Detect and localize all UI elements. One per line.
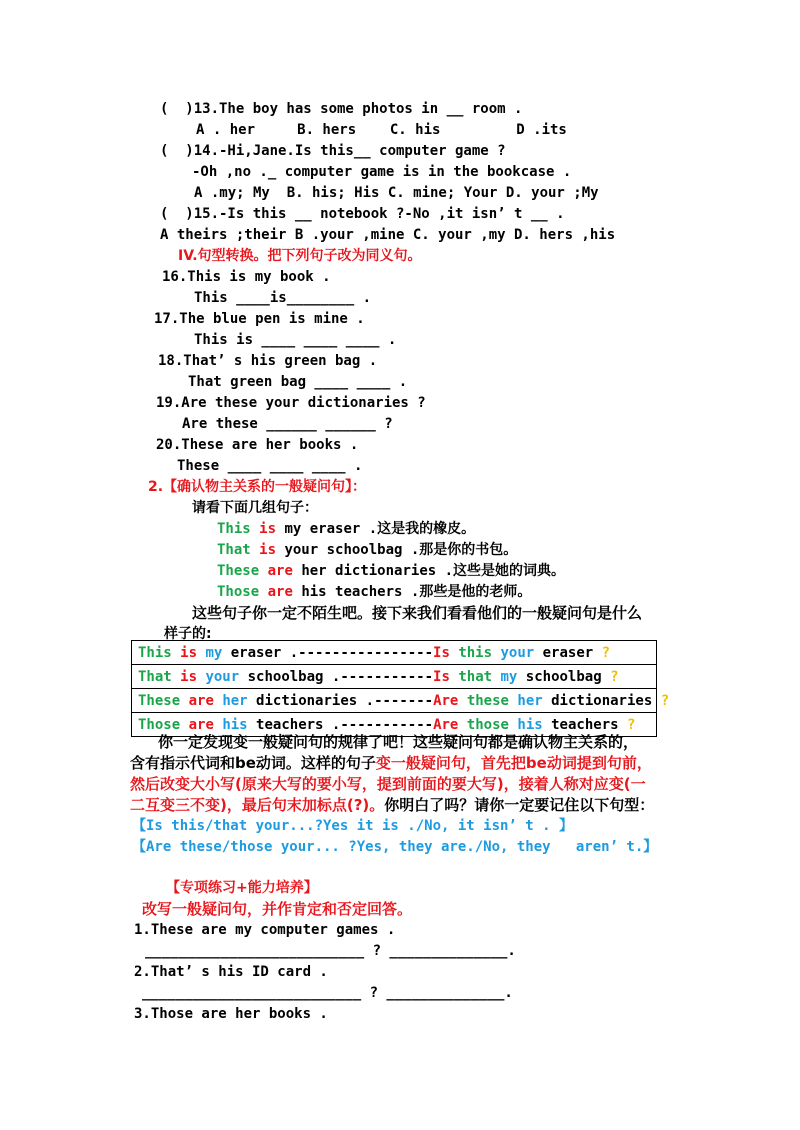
item-16-answer: This ____is________ .: [194, 290, 372, 306]
question-14-options: A .my; My B. his; His C. mine; Your D. your ;My: [194, 185, 599, 201]
pattern-1: 【Is this/that your...?Yes it is ./No, it isn’ t . 】: [132, 818, 574, 834]
practice-q2-blanks: __________________________ ? ______________.: [142, 985, 513, 1001]
comparison-table: [131, 640, 670, 737]
section-2-heading: 2.【确认物主关系的一般疑问句】：: [148, 479, 367, 495]
item-20-question: 20.These are her books .: [156, 437, 359, 453]
section-4-heading: IV.句型转换。把下列句子改为同义句。: [178, 248, 422, 264]
question-13-options: A . her B. hers C. his D .its: [196, 122, 567, 138]
question-14-line2: -Oh ,no ._ computer game is in the bookcase .: [192, 164, 572, 180]
table-row: These are her dictionaries .-------Are these her dictionaries ?: [132, 689, 656, 713]
item-19-question: 19.Are these your dictionaries ?: [156, 395, 426, 411]
item-20-answer: These ____ ____ ____ .: [177, 458, 363, 474]
item-17-question: 17.The blue pen is mine .: [154, 311, 365, 327]
practice-q1-blanks: __________________________ ? ______________.: [145, 943, 516, 959]
rule-line-1: 你一定发现变一般疑问句的规律了吧！这些疑问句都是确认物主关系的，: [158, 733, 639, 751]
table-row: This is my eraser .----------------Is this your eraser ?: [132, 641, 656, 665]
question-13: ( )13.The boy has some photos in __ room .: [160, 101, 523, 117]
example-2: That is your schoolbag .那是你的书包。: [217, 542, 518, 558]
para-1-line-1: 这些句子你一定不陌生吧。接下来我们看看他们的一般疑问句是什么: [192, 604, 643, 622]
pattern-2: 【Are these/those your... ?Yes, they are./No, they aren’ t.】: [132, 839, 658, 855]
practice-q3: 3.Those are her books .: [134, 1006, 328, 1022]
example-3: These are her dictionaries .这些是她的词典。: [217, 563, 566, 579]
example-1: This is my eraser .这是我的橡皮。: [217, 521, 476, 537]
table-row: That is your schoolbag .-----------Is that my schoolbag ?: [132, 665, 656, 689]
rule-line-4: 二互变三不变)，最后句末加标点(?)。你明白了吗？请你一定要记住以下句型：: [130, 796, 655, 814]
practice-instruction: 改写一般疑问句，并作肯定和否定回答。: [142, 900, 413, 918]
question-15: ( )15.-Is this __ notebook ?-No ,it isn’ t __ .: [160, 206, 565, 222]
practice-heading: 【专项练习+能力培养】: [166, 880, 318, 896]
rule-line-3: 然后改变大小写(原来大写的要小写，提到前面的要大写)，接着人称对应变(一: [130, 775, 646, 793]
rule-line-2: 含有指示代词和be动词。这样的句子变一般疑问句，首先把be动词提到句前，: [130, 754, 652, 772]
table-row: Those are his teachers .-----------Are those his teachers ?: [138, 717, 636, 733]
item-17-answer: This is ____ ____ ____ .: [194, 332, 397, 348]
question-15-options: A theirs ;their B .your ,mine C. your ,my D. hers ,his: [160, 227, 616, 243]
item-18-question: 18.That’ s his green bag .: [158, 353, 378, 369]
example-4: Those are his teachers .那些是他的老师。: [217, 584, 532, 600]
practice-q2: 2.That’ s his ID card .: [134, 964, 328, 980]
para-1-line-2: 样子的:: [164, 626, 212, 642]
practice-q1: 1.These are my computer games .: [134, 922, 396, 938]
question-14: ( )14.-Hi,Jane.Is this__ computer game ?: [160, 143, 506, 159]
item-18-answer: That green bag ____ ____ .: [188, 374, 408, 390]
item-19-answer: Are these ______ ______ ?: [182, 416, 393, 432]
section-2-intro: 请看下面几组句子：: [192, 500, 318, 516]
item-16-question: 16.This is my book .: [162, 269, 331, 285]
